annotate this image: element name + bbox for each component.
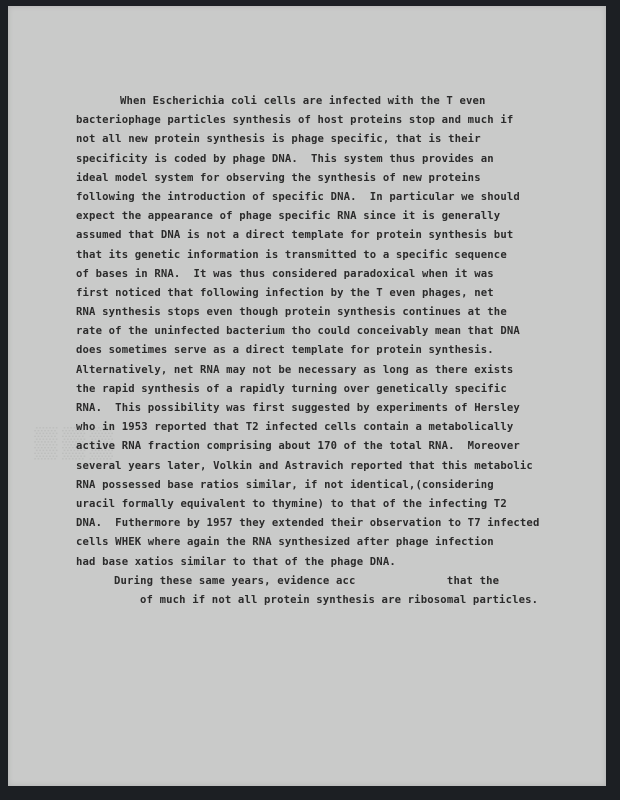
text-line: During these same years, evidence acc that the (114, 574, 500, 587)
text-line: active RNA fraction comprising about 170 of the total RNA. Moreover (76, 440, 520, 453)
text-line: assumed that DNA is not a direct template for protein synthesis but (76, 229, 514, 242)
text-line: RNA. This possibility was first suggested by experiments of Hersley (76, 402, 520, 414)
text-line: expect the appearance of phage specific RNA since it is generally (76, 210, 501, 223)
text-line: several years later, Volkin and Astravich reported that this metabolic (76, 459, 533, 472)
text-line: of bases in RNA. It was thus considered paradoxical when it was (76, 267, 494, 280)
text-line: rate of the uninfected bacterium tho could conceivably mean that DNA (76, 325, 520, 338)
text-line: cells WHEK where again the RNA synthesized after phage infection (76, 536, 494, 549)
text-line: that its genetic information is transmitted to a specific sequence (76, 248, 507, 261)
text-line: uracil formally equivalent to thymine) to that of the infecting T2 (76, 497, 507, 510)
text-line: ideal model system for observing the synthesis of new proteins (76, 171, 481, 184)
typewritten-page (8, 6, 606, 786)
text-line: first noticed that following infection by the T even phages, net (76, 286, 494, 299)
scanner-background (0, 786, 620, 800)
bleed-through-shadow: ▒▒▒ (34, 426, 118, 459)
text-line: RNA synthesis stops even though protein synthesis continues at the (76, 306, 507, 319)
text-line: does sometimes serve as a direct template for protein synthesis. (76, 344, 494, 357)
text-line: of much if not all protein synthesis are ribosomal particles. (140, 593, 539, 606)
text-line: the rapid synthesis of a rapidly turning over genetically specific (76, 382, 507, 395)
text-line: bacteriophage particles synthesis of host proteins stop and much if (76, 114, 514, 127)
text-line: following the introduction of specific DNA. In particular we should (76, 190, 520, 203)
text-line: DNA. Futhermore by 1957 they extended their observation to T7 infected (76, 517, 540, 530)
text-line: RNA possessed base ratios similar, if not identical,(considering (76, 478, 494, 491)
text-line: When Escherichia coli cells are infected with the T even (120, 95, 486, 107)
text-line: had base xatios similar to that of the phage DNA. (76, 555, 396, 568)
text-line: specificity is coded by phage DNA. This system thus provides an (76, 152, 494, 165)
text-line: not all new protein synthesis is phage specific, that is their (76, 133, 481, 146)
text-line: who in 1953 reported that T2 infected cells contain a metabolically (76, 421, 514, 434)
text-line: Alternatively, net RNA may not be necessary as long as there exists (76, 363, 514, 376)
page-body-text (76, 92, 596, 610)
